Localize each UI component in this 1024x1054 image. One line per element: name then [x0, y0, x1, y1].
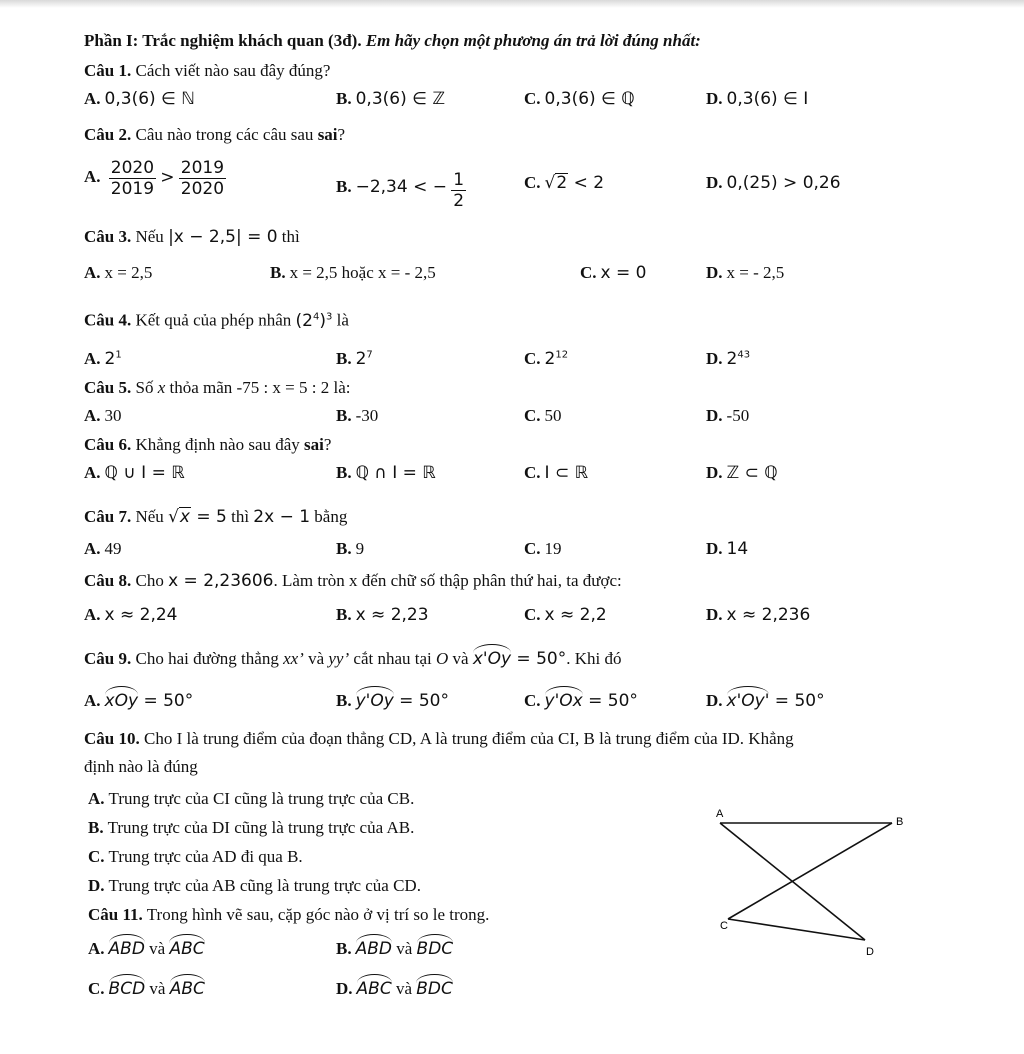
question-1: Câu 1. Cách viết nào sau đây đúng? — [84, 61, 331, 80]
q3-option-d[interactable]: D. x = - 2,5 — [706, 263, 785, 282]
page-top-shadow — [0, 0, 1024, 8]
q8-option-a[interactable]: A. x ≈ 2,24 — [84, 605, 178, 625]
question-7: Câu 7. Nếu √x = 5 thì 2x − 1 bằng — [84, 507, 348, 527]
q9-option-a[interactable]: A. xOy = 50° — [84, 691, 194, 711]
q9-option-d[interactable]: D. x'Oy' = 50° — [706, 691, 825, 711]
q4-option-d[interactable]: D. $2^{43}$ — [706, 348, 751, 369]
q5-option-b[interactable]: B. -30 — [336, 406, 379, 425]
question-3: Câu 3. Nếu |x − 2,5| = 0 thì — [84, 227, 300, 247]
q2-option-d[interactable]: D. 0,(25) > 0,26 — [706, 173, 841, 193]
q6-option-c[interactable]: C. I ⊂ ℝ — [524, 463, 589, 483]
q1-option-a[interactable]: A. 0,3(6) ∈ ℕ — [84, 89, 195, 109]
question-6: Câu 6. Khẳng định nào sau đây sai? — [84, 435, 332, 454]
q1-option-d[interactable]: D. 0,3(6) ∈ I — [706, 89, 809, 109]
point-a-label: A — [716, 808, 724, 820]
q8-option-d[interactable]: D. x ≈ 2,236 — [706, 605, 811, 625]
q7-option-d[interactable]: D. 14 — [706, 539, 749, 559]
q3-option-c[interactable]: C. x = 0 — [580, 263, 647, 283]
question-9: Câu 9. Cho hai đường thẳng xx’ và yy’ cắt nhau tại O và x'Oy = 50°. Khi đó — [84, 649, 622, 669]
q8-option-c[interactable]: C. x ≈ 2,2 — [524, 605, 607, 625]
q2-option-a[interactable]: A. $\frac{2020}{2019}$ > $\frac{2019}{2020}$ — [84, 158, 225, 199]
q11-option-a[interactable]: A. ABD và ABC — [88, 939, 205, 959]
q9-option-b[interactable]: B. y'Oy = 50° — [336, 691, 449, 711]
q11-option-d[interactable]: D. ABC và BDC — [336, 979, 453, 999]
q8-option-b[interactable]: B. x ≈ 2,23 — [336, 605, 429, 625]
q10-option-a[interactable]: A. Trung trực của CI cũng là trung trực của CB. — [88, 789, 415, 808]
q1-option-b[interactable]: B. 0,3(6) ∈ ℤ — [336, 89, 445, 109]
point-b-label: B — [896, 816, 904, 828]
question-5: Câu 5. Số x thỏa mãn -75 : x = 5 : 2 là: — [84, 378, 351, 397]
q2-option-c[interactable]: C. √2 < 2 — [524, 173, 605, 193]
q4-option-a[interactable]: A. $2^1$ — [84, 348, 122, 369]
q2-option-b[interactable]: B. −2,34 < − $\frac{1}{2}$ — [336, 170, 465, 211]
q5-option-a[interactable]: A. 30 — [84, 406, 122, 425]
q6-option-d[interactable]: D. ℤ ⊂ ℚ — [706, 463, 778, 483]
segment-bc — [728, 823, 892, 919]
q10-option-c[interactable]: C. Trung trực của AD đi qua B. — [88, 847, 303, 866]
point-d-label: D — [866, 946, 874, 958]
q3-option-b[interactable]: B. x = 2,5 hoặc x = - 2,5 — [270, 263, 436, 282]
question-11: Câu 11. Trong hình vẽ sau, cặp góc nào ở vị trí so le trong. — [88, 905, 490, 924]
q10-option-d[interactable]: D. Trung trực của AB cũng là trung trực của CD. — [88, 876, 421, 895]
q11-option-c[interactable]: C. BCD và ABC — [88, 979, 205, 999]
q4-option-c[interactable]: C. $2^{12}$ — [524, 348, 569, 369]
question-4: Câu 4. Kết quả của phép nhân $(2^4)^3$ là — [84, 310, 349, 331]
question-10-cont: định nào là đúng — [84, 757, 198, 776]
q7-option-a[interactable]: A. 49 — [84, 539, 122, 558]
q7-option-c[interactable]: C. 19 — [524, 539, 562, 558]
section-title: Phần I: Trắc nghiệm khách quan (3đ). — [84, 31, 362, 50]
question-10: Câu 10. Cho I là trung điểm của đoạn thẳng CD, A là trung điểm của CI, B là trung điểm của ID. Khẳng — [84, 729, 794, 748]
question-2: Câu 2. Câu nào trong các câu sau sai? — [84, 125, 346, 144]
q5-option-d[interactable]: D. -50 — [706, 406, 750, 425]
section-header — [84, 30, 701, 52]
q10-option-b[interactable]: B. Trung trực của DI cũng là trung trực của AB. — [88, 818, 415, 837]
q6-option-b[interactable]: B. ℚ ∩ I = ℝ — [336, 463, 436, 483]
segment-cd — [728, 919, 865, 940]
q1-option-c[interactable]: C. 0,3(6) ∈ ℚ — [524, 89, 635, 109]
q6-option-a[interactable]: A. ℚ ∪ I = ℝ — [84, 463, 185, 483]
q9-option-c[interactable]: C. y'Ox = 50° — [524, 691, 638, 711]
point-c-label: C — [720, 920, 728, 932]
q4-option-b[interactable]: B. $2^7$ — [336, 348, 373, 369]
q3-option-a[interactable]: A. x = 2,5 — [84, 263, 153, 282]
geometry-figure — [700, 805, 920, 965]
question-8: Câu 8. Cho x = 2,23606. Làm tròn x đến chữ số thập phân thứ hai, ta được: — [84, 571, 622, 591]
q5-option-c[interactable]: C. 50 — [524, 406, 562, 425]
q11-option-b[interactable]: B. ABD và BDC — [336, 939, 454, 959]
q7-option-b[interactable]: B. 9 — [336, 539, 365, 558]
section-instruction: Em hãy chọn một phương án trả lời đúng nhất: — [365, 31, 701, 50]
